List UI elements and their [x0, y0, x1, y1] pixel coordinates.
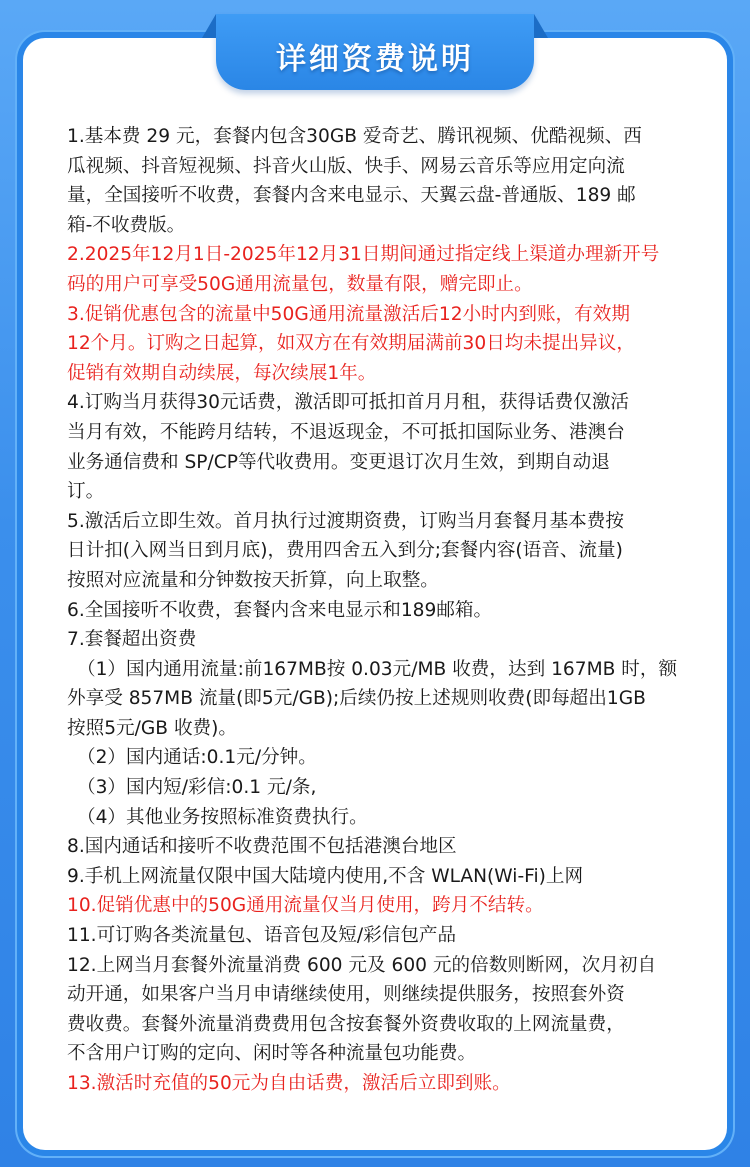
terms-item-4 [67, 388, 697, 506]
tariff-description [67, 122, 697, 1099]
terms-line: 12个月。订购之日起算，如双方在有效期届满前30日均未提出异议， [67, 333, 635, 355]
terms-line: （4）其他业务按照标准资费执行。 [77, 806, 368, 828]
terms-line: 动开通，如果客户当月申请继续使用，则继续提供服务，按照套外资 [67, 984, 625, 1006]
terms-item-14 [67, 891, 697, 921]
page-title: 详细资费说明 [276, 42, 474, 77]
terms-item-6 [67, 596, 697, 626]
terms-line: 4.订购当月获得30元话费，激活即可抵扣首月月租，获得话费仅激活 [67, 392, 630, 414]
terms-line: 6.全国接听不收费，套餐内含来电显示和189邮箱。 [67, 599, 493, 621]
terms-line: 不含用户订购的定向、闲时等各种流量包功能费。 [67, 1043, 477, 1065]
terms-line: （2）国内通话:0.1元/分钟。 [77, 747, 317, 769]
terms-item-9 [67, 743, 697, 773]
terms-line: 订。 [67, 481, 105, 503]
terms-line: 当月有效，不能跨月结转，不退返现金，不可抵扣国际业务、港澳台 [67, 421, 625, 443]
terms-line: 2.2025年12月1日-2025年12月31日期间通过指定线上渠道办理新开号 [67, 244, 660, 266]
terms-item-15 [67, 921, 697, 951]
terms-line: 8.国内通话和接听不收费范围不包括港澳台地区 [67, 836, 457, 858]
terms-line: 日计扣(入网当日到月底)，费用四舍五入到分;套餐内容(语音、流量) [67, 540, 623, 562]
terms-line: （3）国内短/彩信:0.1 元/条, [77, 777, 317, 799]
terms-line: 10.促销优惠中的50G通用流量仅当月使用，跨月不结转。 [67, 895, 544, 917]
terms-item-5 [67, 507, 697, 596]
terms-item-17 [67, 1069, 697, 1099]
terms-item-2 [67, 240, 697, 299]
terms-item-10 [67, 773, 697, 803]
terms-item-1 [67, 122, 697, 240]
terms-line: 按照5元/GB 收费)。 [67, 717, 237, 739]
terms-line: 13.激活时充值的50元为自由话费，激活后立即到账。 [67, 1073, 511, 1094]
terms-line: 促销有效期自动续展，每次续展1年。 [67, 362, 377, 384]
title-banner [216, 14, 534, 90]
terms-item-11 [67, 803, 697, 833]
terms-line: 瓜视频、抖音短视频、抖音火山版、快手、网易云音乐等应用定向流 [67, 155, 625, 177]
terms-line: 7.套餐超出资费 [67, 629, 197, 651]
terms-line: （1）国内通用流量:前167MB按 0.03元/MB 收费，达到 167MB 时，额 [77, 658, 678, 680]
terms-line: 按照对应流量和分钟数按天折算，向上取整。 [67, 569, 439, 591]
terms-line: 码的用户可享受50G通用流量包，数量有限，赠完即止。 [67, 273, 533, 295]
terms-item-8 [67, 655, 697, 744]
terms-line: 费收费。套餐外流量消费费用包含按套餐外资费收取的上网流量费， [67, 1013, 625, 1035]
terms-item-3 [67, 300, 697, 389]
terms-item-16 [67, 951, 697, 1069]
terms-line: 箱-不收费版。 [67, 214, 186, 236]
terms-line: 5.激活后立即生效。首月执行过渡期资费，订购当月套餐月基本费按 [67, 510, 624, 532]
terms-line: 3.促销优惠包含的流量中50G通用流量激活后12小时内到账，有效期 [67, 303, 630, 325]
terms-line: 9.手机上网流量仅限中国大陆境内使用,不含 WLAN(Wi-Fi)上网 [67, 865, 584, 887]
terms-line: 量，全国接听不收费，套餐内含来电显示、天翼云盘-普通版、189 邮 [67, 185, 636, 207]
terms-line: 11.可订购各类流量包、语音包及短/彩信包产品 [67, 925, 457, 947]
terms-item-7 [67, 625, 697, 655]
terms-item-12 [67, 832, 697, 862]
terms-line: 12.上网当月套餐外流量消费 600 元及 600 元的倍数则断网，次月初自 [67, 954, 657, 976]
terms-line: 1.基本费 29 元，套餐内包含30GB 爱奇艺、腾讯视频、优酷视频、西 [67, 126, 642, 147]
terms-line: 外享受 857MB 流量(即5元/GB);后续仍按上述规则收费(即每超出1GB [67, 688, 646, 710]
terms-line: 业务通信费和 SP/CP等代收费用。变更退订次月生效，到期自动退 [67, 451, 610, 473]
terms-item-13 [67, 862, 697, 892]
